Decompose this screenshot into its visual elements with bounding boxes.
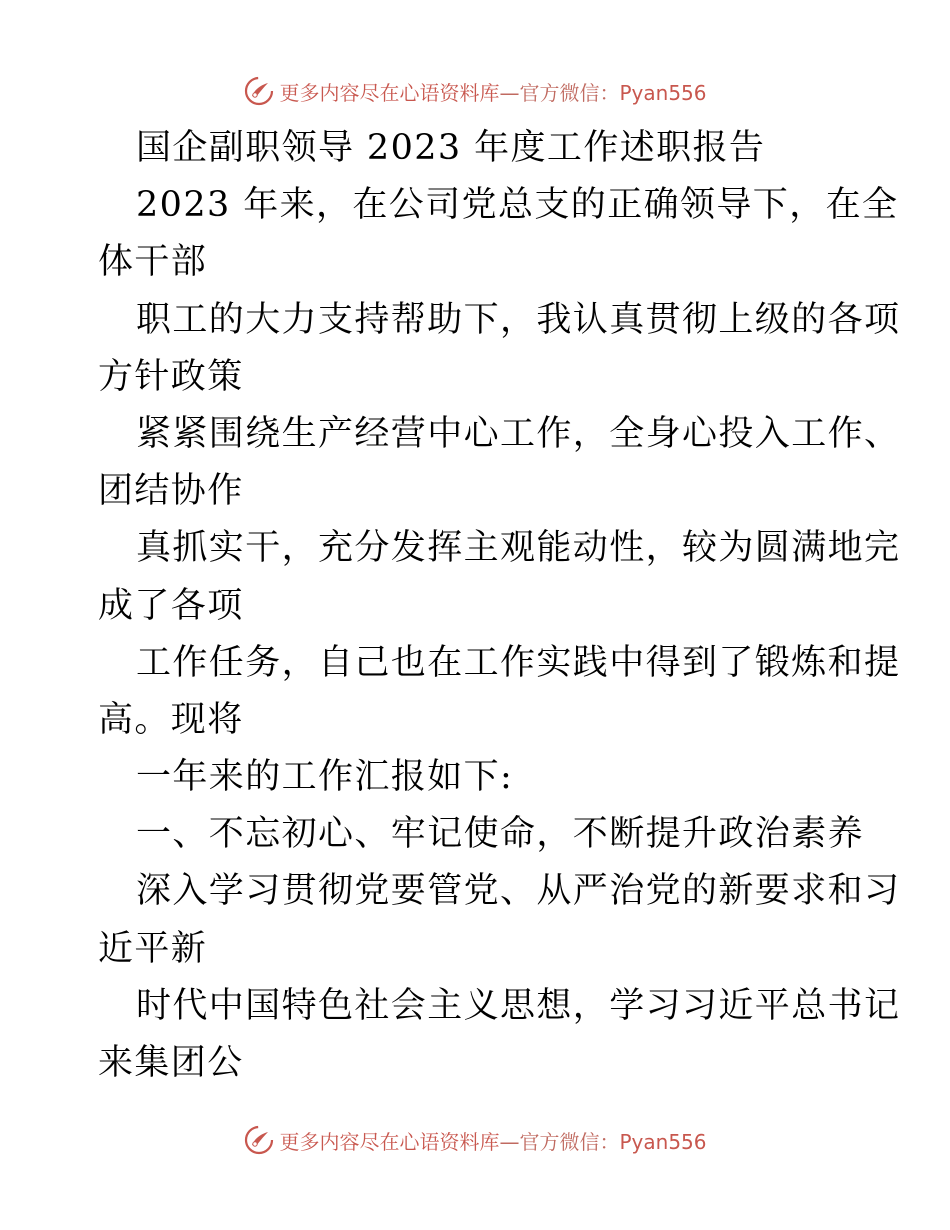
paragraph-line: 成了各项 (98, 585, 244, 626)
header-watermark (0, 71, 950, 111)
paragraph-line: 真抓实干，充分发挥主观能动性，较为圆满地完 (136, 528, 901, 569)
paragraph-line: 深入学习贯彻党要管党、从严治党的新要求和习 (136, 871, 901, 912)
paragraph-line: 体干部 (98, 242, 208, 283)
section-heading: 一、不忘初心、牢记使命，不断提升政治素养 (136, 814, 865, 855)
paragraph-line: 高。现将 (98, 699, 244, 740)
document-body (98, 120, 901, 1092)
paragraph-line: 来集团公 (98, 1043, 244, 1083)
watermark-brand: 更多内容尽在心语资料库 (279, 80, 500, 105)
watermark-logo-icon (243, 75, 275, 107)
watermark-wechat-id: Pyan556 (619, 80, 707, 105)
watermark-label: 官方微信： (519, 80, 620, 105)
document-title: 国企副职领导 2023 年度工作述职报告 (136, 128, 766, 168)
watermark-wechat-id: Pyan556 (619, 1129, 707, 1154)
watermark-separator: — (499, 1129, 520, 1154)
watermark-logo-icon (243, 1124, 275, 1156)
watermark-separator: — (499, 80, 520, 105)
watermark-label: 官方微信： (519, 1129, 620, 1154)
paragraph-line: 工作任务，自己也在工作实践中得到了锻炼和提 (136, 642, 901, 683)
watermark-brand: 更多内容尽在心语资料库 (279, 1129, 500, 1154)
paragraph-line: 时代中国特色社会主义思想，学习习近平总书记 (136, 985, 901, 1026)
paragraph-line: 紧紧围绕生产经营中心工作，全身心投入工作、 (136, 413, 901, 454)
footer-watermark (0, 1120, 950, 1160)
watermark-text (279, 1126, 706, 1155)
paragraph-line: 近平新 (98, 928, 208, 969)
paragraph-line: 一年来的工作汇报如下: (136, 757, 514, 798)
paragraph-line: 职工的大力支持帮助下，我认真贯彻上级的各项 (136, 299, 901, 340)
watermark-text (279, 77, 706, 106)
paragraph-line: 2023 年来，在公司党总支的正确领导下，在全 (136, 185, 899, 226)
paragraph-line: 方针政策 (98, 356, 244, 397)
paragraph-line: 团结协作 (98, 471, 244, 512)
